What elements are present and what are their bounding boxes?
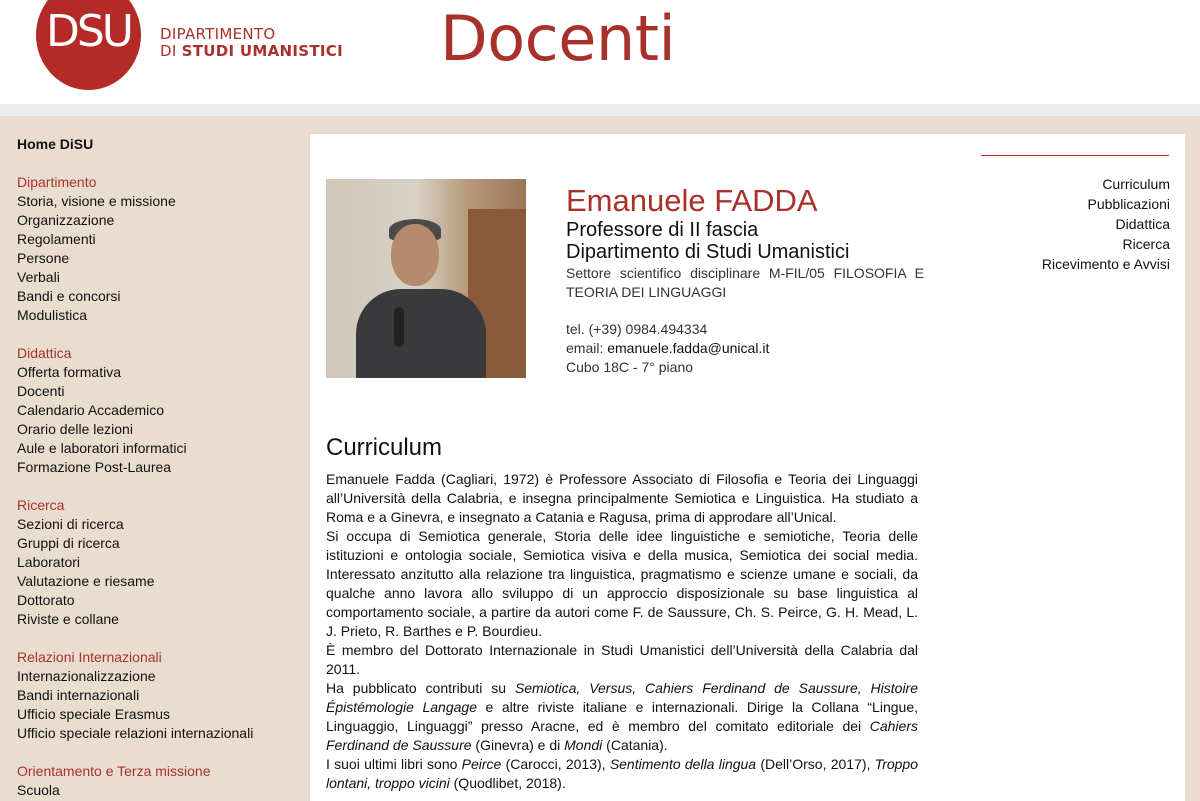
professor-name: Emanuele FADDA — [566, 183, 818, 218]
sidebar-item[interactable]: Calendario Accademico — [17, 402, 165, 418]
sidebar-item[interactable]: Modulistica — [17, 307, 88, 323]
professor-department: Dipartimento di Studi Umanistici — [566, 241, 850, 263]
sidebar-item[interactable]: Offerta formativa — [17, 364, 122, 380]
profile-section-nav — [1042, 174, 1170, 274]
sidebar-item[interactable]: Docenti — [17, 383, 65, 399]
professor-role: Professore di II fascia — [566, 219, 759, 241]
cv-paragraph: Si occupa di Semiotica generale, Storia delle idee linguistiche e semiotiche, Teoria delle istituzioni e ontologia sociale, Semiotica visiva e della musica, Semiotica dei social media. Interessato anzitutto alla relazione tra linguistica, pragmatismo e scienze umane e sociali, da qualche anno lavora allo sviluppo di un approccio disposizionale su base linguistica al comportamento sociale, a partire da autori come F. de Saussure, Ch. S. Peirce, G. H. Mead, L. J. Prieto, R. Barthes e P. Bourdieu. — [326, 528, 918, 639]
office-location: Cubo 18C - 7° piano — [566, 359, 694, 375]
phone-number: tel. (+39) 0984.494334 — [566, 321, 708, 337]
photo-head — [391, 224, 439, 286]
cv-paragraph: Emanuele Fadda (Cagliari, 1972) è Professore Associato di Filosofia e Teoria dei Linguaggi all’Università della Calabria, e insegna principalmente Semiotica e Linguistica. Ha studiato a Roma e a Ginevra, e insegnato a Catania e Ragusa, prima di approdare all’Unical. — [326, 471, 918, 525]
sidebar-group-title[interactable]: Dipartimento — [17, 174, 97, 190]
profile-nav-link[interactable]: Ricevimento e Avvisi — [1041, 256, 1170, 272]
sidebar-item[interactable]: Bandi internazionali — [17, 687, 140, 703]
cv-paragraph: Ha pubblicato contributi su Semiotica, Versus, Cahiers Ferdinand de Saussure, Histoire Épistémologie Langage e altre riviste italiane e internazionali. Dirige la Collana “Lingue, Linguaggio, Linguaggi” presso Aracne, ed è membro del comitato editoriale dei Cahiers Ferdinand de Saussure (Ginevra) e di Mondi (Catania). — [326, 680, 919, 753]
email-row — [566, 339, 769, 358]
sidebar-group — [17, 762, 297, 800]
photo-body — [356, 289, 486, 378]
sidebar-group-title[interactable]: Didattica — [17, 345, 72, 361]
dsu-logo[interactable] — [36, 0, 141, 90]
sidebar-item[interactable]: Riviste e collane — [17, 611, 119, 627]
sidebar-home-link[interactable]: Home DiSU — [17, 136, 94, 152]
email-label: email: — [566, 340, 608, 356]
sidebar-item[interactable]: Storia, visione e missione — [17, 193, 176, 209]
dept-line-1: DIPARTIMENTO — [160, 25, 276, 43]
sidebar-item[interactable]: Bandi e concorsi — [17, 288, 121, 304]
site-header — [0, 0, 1200, 104]
main-panel — [310, 134, 1185, 801]
logo-text: DSU — [45, 6, 131, 57]
sidebar-group-title[interactable]: Ricerca — [17, 497, 65, 513]
sidebar-group — [17, 648, 297, 743]
sidebar-item[interactable]: Aule e laboratori informatici — [17, 440, 187, 456]
sidebar-nav — [17, 135, 297, 801]
sidebar-item[interactable]: Dottorato — [17, 592, 75, 608]
sidebar-item[interactable]: Formazione Post-Laurea — [17, 459, 172, 475]
right-nav-divider — [981, 155, 1169, 156]
sidebar-item[interactable]: Scuola — [17, 782, 60, 798]
profile-nav-link[interactable]: Ricerca — [1122, 236, 1170, 252]
sidebar-group — [17, 344, 297, 477]
header-divider — [0, 104, 1200, 116]
sidebar-item[interactable]: Organizzazione — [17, 212, 115, 228]
email-link[interactable]: emanuele.fadda@unical.it — [607, 340, 770, 356]
department-name[interactable] — [160, 26, 343, 60]
sidebar-item[interactable]: Internazionalizzazione — [17, 668, 156, 684]
dept-line-2: DI STUDI UMANISTICI — [160, 42, 343, 60]
sidebar-item[interactable]: Regolamenti — [17, 231, 96, 247]
sidebar-group — [17, 496, 297, 629]
sidebar-item[interactable]: Laboratori — [17, 554, 81, 570]
page-heading: Docenti — [440, 2, 676, 75]
sidebar-item[interactable]: Valutazione e riesame — [17, 573, 155, 589]
curriculum-heading: Curriculum — [326, 434, 443, 461]
sidebar-item[interactable]: Ufficio speciale relazioni internazionali — [17, 725, 254, 741]
sidebar-item[interactable]: Ufficio speciale Erasmus — [17, 706, 171, 722]
profile-nav-link[interactable]: Didattica — [1115, 216, 1170, 232]
sidebar-group-title[interactable]: Orientamento e Terza missione — [17, 763, 211, 779]
contact-info — [566, 320, 769, 377]
profile-nav-link[interactable]: Pubblicazioni — [1087, 196, 1170, 212]
profile-photo — [326, 179, 526, 378]
curriculum-text — [326, 470, 918, 793]
scientific-sector: Settore scientifico disciplinare M-FIL/05 FILOSOFIA E TEORIA DEI LINGUAGGI — [566, 265, 924, 300]
sidebar-group — [17, 173, 297, 325]
photo-microphone — [394, 307, 404, 347]
cv-paragraph: È membro del Dottorato Internazionale in Studi Umanistici dell’Università della Calabria dal 2011. — [326, 642, 918, 677]
sidebar-item[interactable]: Gruppi di ricerca — [17, 535, 120, 551]
sidebar-item[interactable]: Verbali — [17, 269, 60, 285]
sidebar-item[interactable]: Persone — [17, 250, 70, 266]
profile-nav-link[interactable]: Curriculum — [1102, 176, 1170, 192]
sidebar-item[interactable]: Sezioni di ricerca — [17, 516, 124, 532]
sidebar-group-title[interactable]: Relazioni Internazionali — [17, 649, 162, 665]
cv-paragraph: I suoi ultimi libri sono Peirce (Carocci, 2013), Sentimento della lingua (Dell’Orso, 2017), Troppo lontani, troppo vicini (Quodlibet, 2018). — [326, 756, 919, 791]
sidebar-item[interactable]: Orario delle lezioni — [17, 421, 133, 437]
